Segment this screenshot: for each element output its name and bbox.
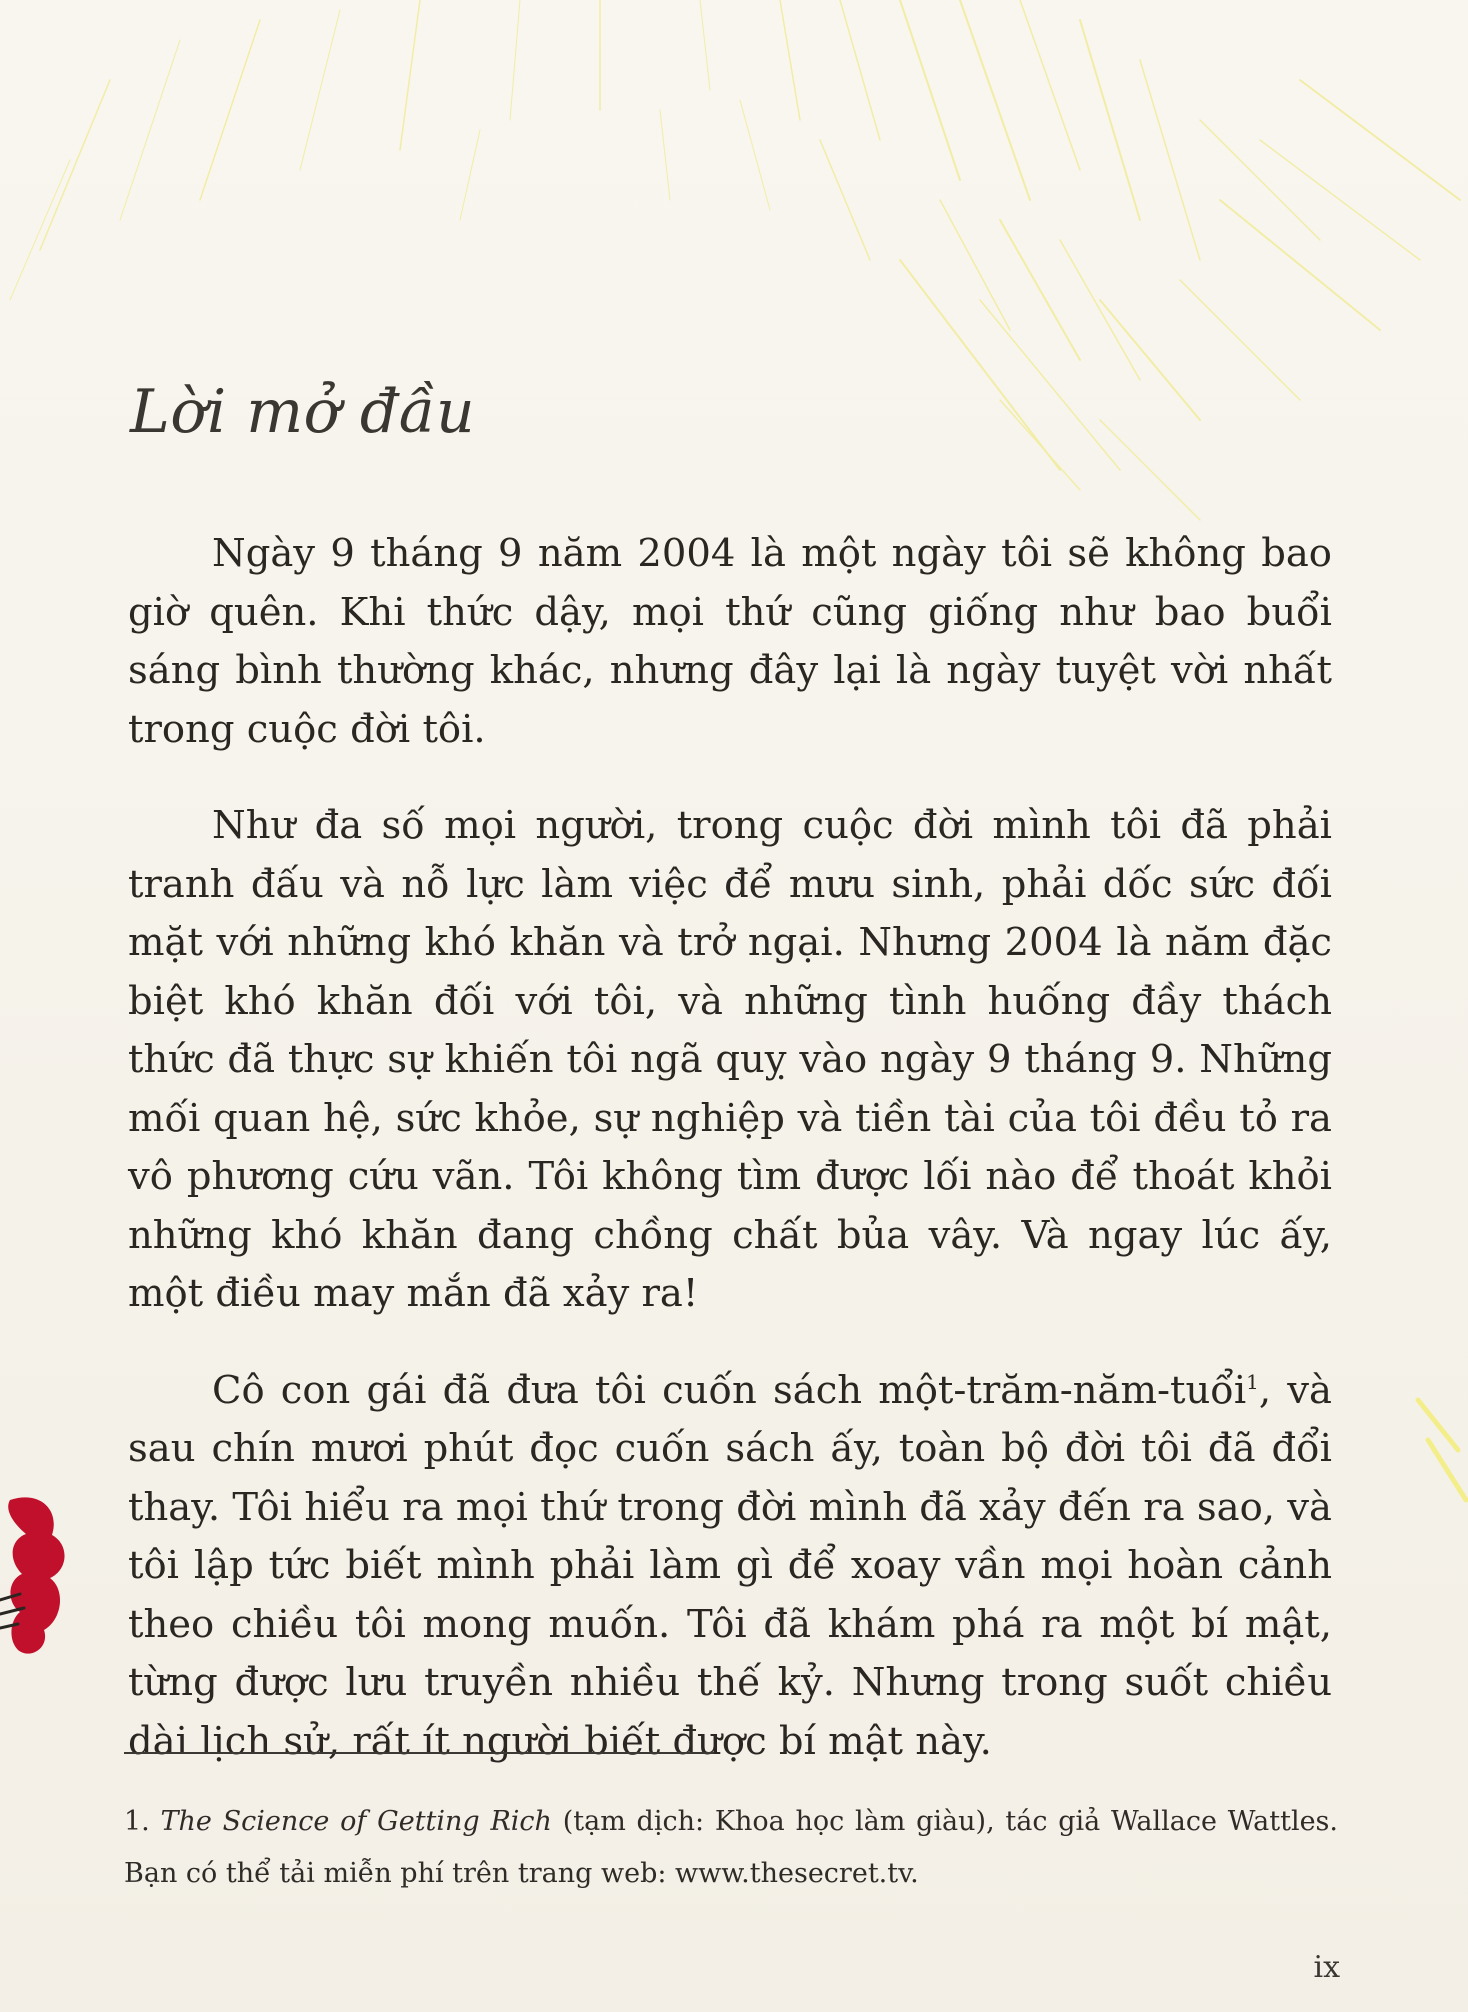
red-flower-decoration	[0, 1490, 80, 1660]
footnote-reference[interactable]: 1	[1246, 1369, 1259, 1394]
paragraph-3-end: , và sau chín mươi phút đọc cuốn sách ấy, toàn bộ đời tôi đã đổi thay. Tôi hiểu ra mọi thứ trong đời mình đã xảy đến ra sao, và tôi lập tức biết mình phải làm gì để xoay vần mọi hoàn cảnh theo chiều tôi mong muốn. Tôi đã khám phá ra một bí mật, từng được lưu truyền nhiều thế kỷ. Nhưng trong suốt chiều dài lịch sử, rất ít người biết được bí mật này.	[128, 1367, 1332, 1764]
page-title: Lời mở đầu	[130, 377, 476, 447]
ray-accent-right	[1408, 1390, 1468, 1510]
body-text	[128, 525, 1332, 1809]
page-number: ix	[1313, 1950, 1340, 1985]
footnote-divider	[124, 1752, 714, 1754]
footnote-number: 1.	[124, 1806, 150, 1837]
paragraph-2: Như đa số mọi người, trong cuộc đời mình tôi đã phải tranh đấu và nỗ lực làm việc để mưu sinh, phải dốc sức đối mặt với những khó khăn và trở ngại. Nhưng 2004 là năm đặc biệt khó khăn đối với tôi, và những tình huống đầy thách thức đã thực sự khiến tôi ngã quỵ vào ngày 9 tháng 9. Những mối quan hệ, sức khỏe, sự nghiệp và tiền tài của tôi đều tỏ ra vô phương cứu vãn. Tôi không tìm được lối nào để thoát khỏi những khó khăn đang chồng chất bủa vây. Và ngay lúc ấy, một điều may mắn đã xảy ra!	[128, 803, 1332, 1316]
footnote-book-title: The Science of Getting Rich	[160, 1806, 552, 1837]
paragraph-1: Ngày 9 tháng 9 năm 2004 là một ngày tôi sẽ không bao giờ quên. Khi thức dậy, mọi thứ cũng giống như bao buổi sáng bình thường khác, nhưng đây lại là ngày tuyệt vời nhất trong cuộc đời tôi.	[128, 531, 1332, 752]
paragraph-3-start: Cô con gái đã đưa tôi cuốn sách một-trăm-năm-tuổi	[212, 1367, 1247, 1413]
footnote	[124, 1796, 1338, 1900]
footnote-text: (tạm dịch: Khoa học làm giàu), tác giả Wallace Wattles. Bạn có thể tải miễn phí trên trang web: www.thesecret.tv.	[124, 1806, 1338, 1889]
paragraph-3	[128, 1362, 1332, 1772]
